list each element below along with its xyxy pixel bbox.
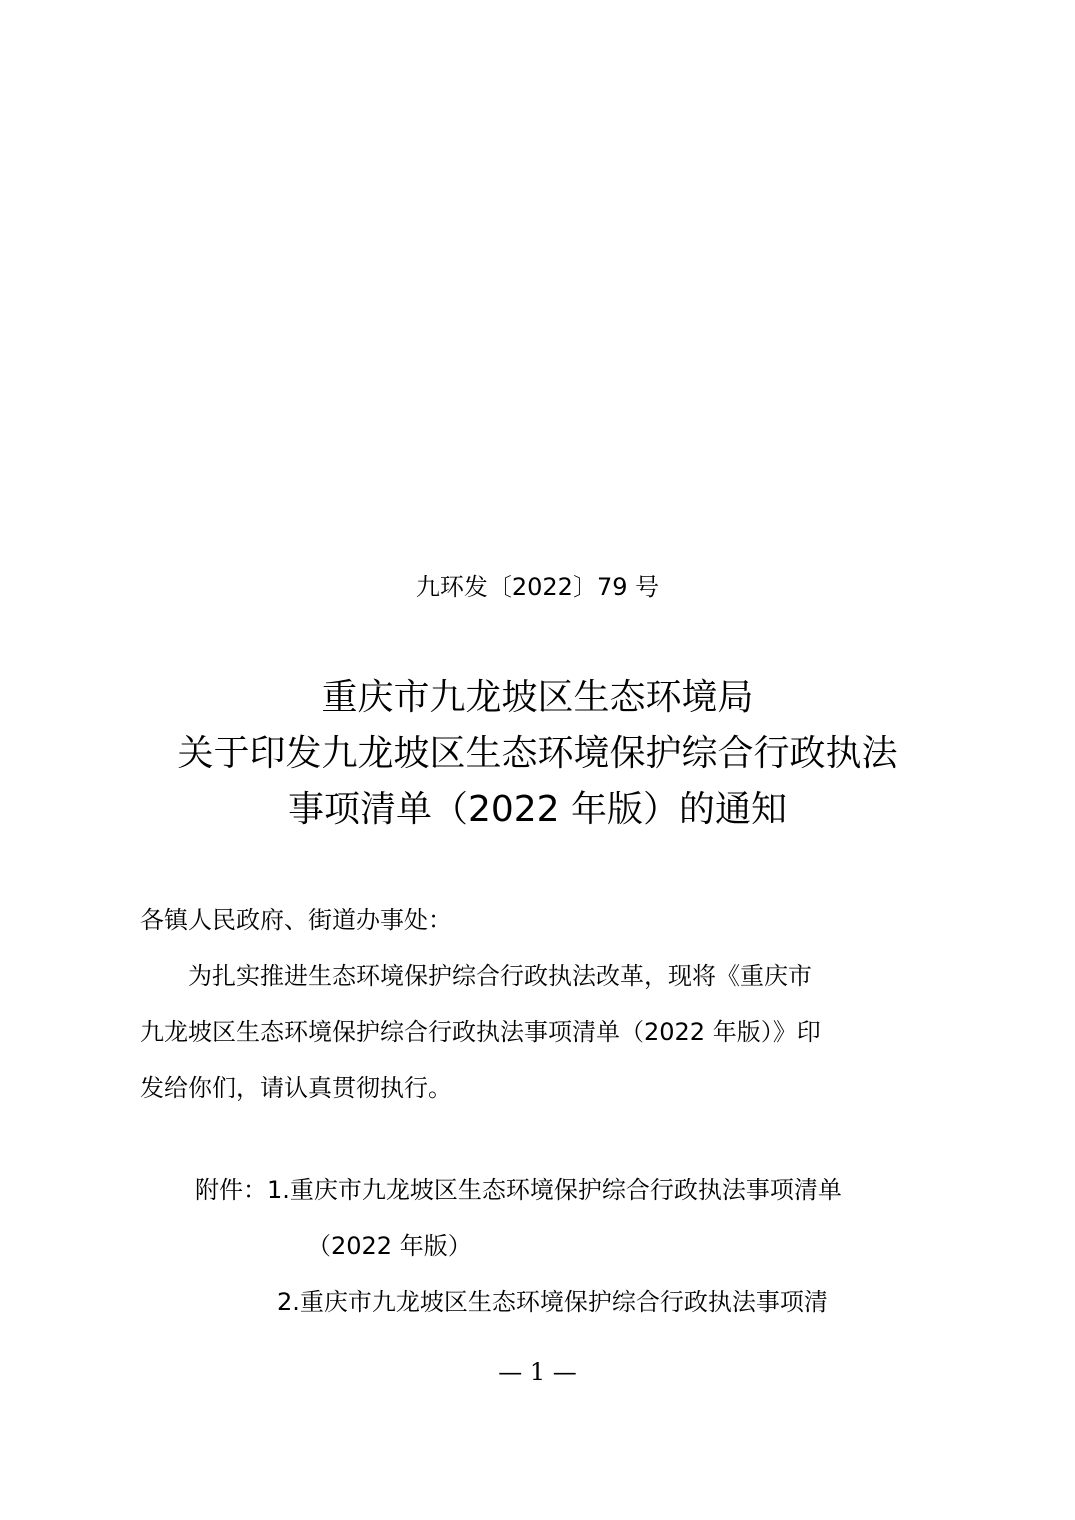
attachments-label: 附件： — [195, 1176, 267, 1204]
salutation: 各镇人民政府、街道办事处： — [140, 906, 452, 934]
title-line-1: 重庆市九龙坡区生态环境局 — [321, 677, 754, 718]
document-title — [100, 670, 975, 838]
attachment-item-1-line-1: 1.重庆市九龙坡区生态环境保护综合行政执法事项清单 — [267, 1176, 842, 1204]
paragraph-line-2: 九龙坡区生态环境保护综合行政执法事项清单（2022 年版）》印 — [140, 1018, 821, 1046]
paragraph-line-3: 发给你们，请认真贯彻执行。 — [140, 1074, 452, 1102]
body-paragraph — [140, 948, 940, 1116]
attachment-item-1-line-2: （2022 年版） — [307, 1232, 472, 1260]
paragraph-line-1: 为扎实推进生态环境保护综合行政执法改革，现将《重庆市 — [188, 962, 812, 990]
title-line-2: 关于印发九龙坡区生态环境保护综合行政执法 — [177, 733, 898, 774]
title-line-3: 事项清单（2022 年版）的通知 — [287, 789, 788, 830]
attachments-list — [195, 1162, 955, 1330]
document-number: 九环发〔2022〕79 号 — [415, 573, 660, 601]
attachment-item-1 — [195, 1162, 955, 1218]
attachment-item-2-line-1: 2.重庆市九龙坡区生态环境保护综合行政执法事项清 — [277, 1288, 828, 1316]
page-number: — 1 — — [498, 1358, 577, 1386]
